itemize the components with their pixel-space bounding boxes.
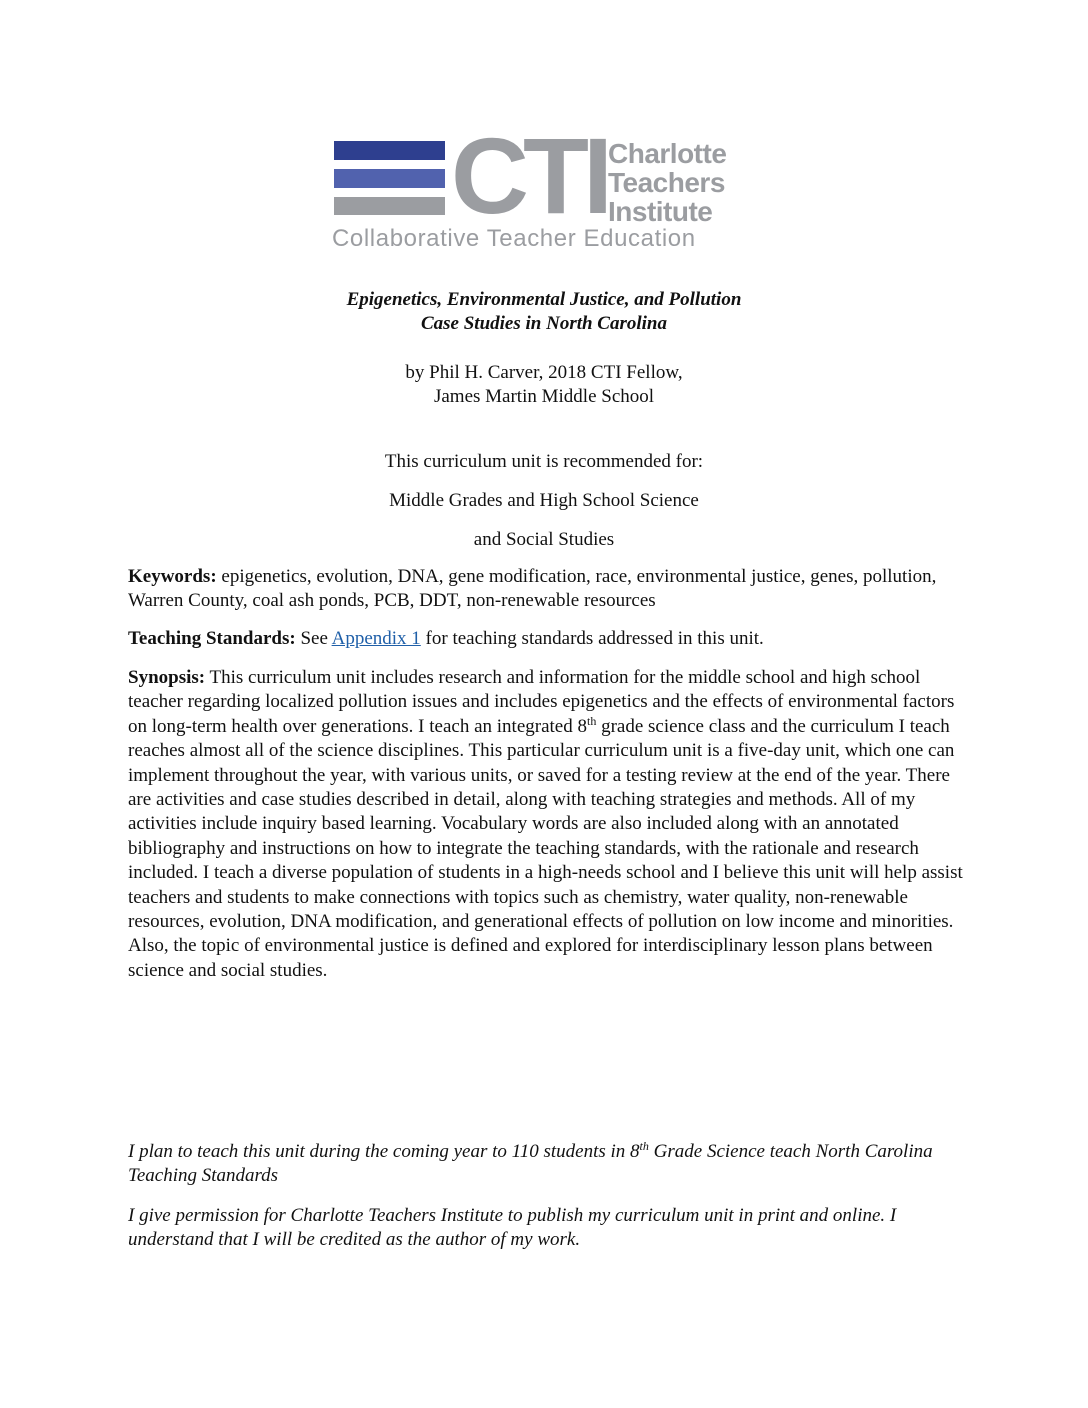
synopsis-label: Synopsis:: [128, 667, 206, 688]
title-line2: Case Studies in North Carolina: [420, 313, 668, 334]
cti-logo: [332, 115, 764, 257]
plan-superscript: th: [639, 1139, 649, 1153]
recommended-line2: and Social Studies: [473, 529, 615, 550]
byline-line1: by Phil H. Carver, 2018 CTI Fellow,: [405, 362, 683, 383]
author-byline: [0, 361, 1088, 409]
synopsis-text-part2: grade science class and the curriculum I teach reaches almost all of the science disciplines. This particular curriculum unit is a five-day unit, which one can implement throughout the year, with various units, or saved for a testing review at the end of the year. There are activities and case studies described in detail, along with teaching strategies and methods. All of my activities include inquiry based learning. Vocabulary words are also included along with an annotated bibliography and instructions on how to integrate the teaching standards, with the rationale and research included. I teach a diverse population of students in a high-needs school and I believe this unit will help assist teachers and students to make connections with topics such as chemistry, water quality, non-renewable resources, evolution, DNA modification, and generational effects of pollution on low income and minorities. Also, the topic of environmental justice is defined and explored for interdisciplinary lesson plans between science and social studies.: [128, 715, 963, 981]
logo-name-line3: Institute: [608, 196, 713, 227]
synopsis-superscript: th: [587, 713, 597, 728]
appendix-link[interactable]: Appendix 1: [331, 628, 421, 649]
recommended-for: [0, 450, 1088, 567]
recommended-intro: This curriculum unit is recommended for:: [384, 451, 704, 472]
logo-acronym: CTI: [451, 115, 607, 236]
synopsis-text-part1: This curriculum unit includes research and information for the middle school and high school teacher regarding localized pollution issues and includes epigenetics and the effects of environmental factors on long-term health over generations. I teach an integrated 8: [128, 667, 955, 737]
plan-text-part2: Grade Science teach North Carolina Teaching Standards: [128, 1141, 933, 1187]
logo-tagline: Collaborative Teacher Education: [332, 225, 696, 252]
keywords-paragraph: [128, 565, 968, 614]
plan-text-part1: I plan to teach this unit during the coming year to 110 students in 8: [128, 1141, 640, 1162]
standards-label: Teaching Standards:: [128, 628, 296, 649]
keywords-label: Keywords:: [128, 566, 217, 587]
logo-bar-mid-blue: [334, 169, 445, 188]
keywords-text: epigenetics, evolution, DNA, gene modification, race, environmental justice, genes, pollution, Warren County, coal ash ponds, PCB, DDT, non-renewable resources: [128, 566, 937, 612]
logo-name-line1: Charlotte: [608, 138, 727, 169]
logo-name-line2: Teachers: [608, 167, 725, 198]
logo-bar-dark-blue: [334, 141, 445, 160]
teaching-plan-statement: [128, 1140, 968, 1189]
logo-bar-gray: [334, 197, 445, 215]
synopsis-paragraph: [128, 666, 968, 983]
title-line1: Epigenetics, Environmental Justice, and Pollution: [346, 289, 742, 310]
standards-after: for teaching standards addressed in this unit.: [420, 628, 764, 649]
byline-line2: James Martin Middle School: [433, 386, 655, 407]
recommended-line1: Middle Grades and High School Science: [389, 490, 699, 511]
document-title: [0, 288, 1088, 336]
standards-before: See: [300, 628, 328, 649]
teaching-standards-paragraph: [128, 627, 968, 651]
logo-institute-name: [608, 139, 726, 226]
permission-statement: I give permission for Charlotte Teachers Institute to publish my curriculum unit in print and online. I understand that I will be credited as the author of my work.: [128, 1205, 897, 1251]
